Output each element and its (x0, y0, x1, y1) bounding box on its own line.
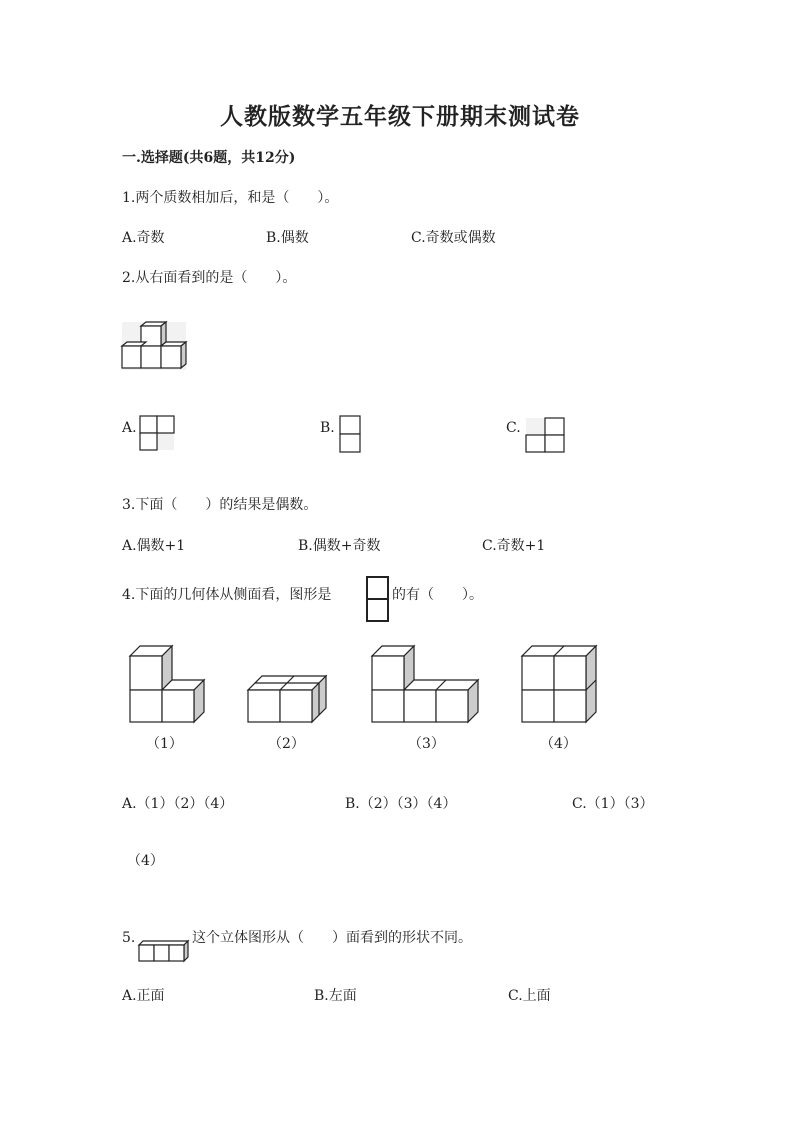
q4-option-c-wrap: （4） (127, 853, 164, 869)
page-title: 人教版数学五年级下册期末测试卷 (220, 103, 580, 130)
q2-option-c[interactable]: C. (506, 420, 521, 436)
q5-option-a[interactable]: A.正面 (122, 988, 165, 1004)
question-1-stem: 1.两个质数相加后，和是（ ）。 (122, 190, 339, 206)
q4-figure-3 (370, 646, 482, 724)
question-2-stem: 2.从右面看到的是（ ）。 (122, 270, 297, 286)
q4-option-a[interactable]: A.（1）（2）（4） (122, 796, 234, 812)
q4-figure-4 (520, 646, 600, 724)
q1-option-b[interactable]: B.偶数 (266, 230, 309, 246)
question-3-stem: 3.下面（ ）的结果是偶数。 (122, 497, 318, 513)
q4-figure-1 (128, 646, 208, 724)
q2-option-b[interactable]: B. (320, 420, 335, 436)
q4-figure-2 (246, 668, 330, 726)
question-5-prefix: 5. (122, 930, 136, 946)
question-4-stem-after: 的有（ ）。 (392, 587, 483, 603)
question-4-stem-before: 4.下面的几何体从侧面看，图形是 (122, 587, 332, 603)
q3-option-a[interactable]: A.偶数+1 (122, 538, 186, 554)
q5-option-c[interactable]: C.上面 (508, 988, 551, 1004)
section-heading: 一.选择题(共6题，共12分) (122, 150, 296, 166)
q4-figure-3-label: （3） (408, 736, 445, 752)
q1-option-a[interactable]: A.奇数 (122, 230, 165, 246)
q4-figure-1-label: （1） (146, 736, 183, 752)
q2-option-b-figure (340, 416, 362, 454)
q3-option-c[interactable]: C.奇数+1 (482, 538, 546, 554)
q5-cube-row-figure (138, 938, 190, 964)
question-5-stem: 这个立体图形从（ ）面看到的形状不同。 (192, 930, 472, 946)
q2-option-a[interactable]: A. (122, 420, 137, 436)
q4-option-b[interactable]: B.（2）（3）（4） (345, 796, 457, 812)
q4-figure-2-label: （2） (268, 736, 305, 752)
q2-option-c-figure (526, 418, 566, 454)
q2-cube-figure (120, 322, 190, 372)
q4-option-c[interactable]: C.（1）（3） (572, 796, 654, 812)
q5-option-b[interactable]: B.左面 (314, 988, 357, 1004)
q3-option-b[interactable]: B.偶数+奇数 (298, 538, 381, 554)
q4-figure-4-label: （4） (540, 736, 577, 752)
q1-option-c[interactable]: C.奇数或偶数 (411, 230, 496, 246)
q2-option-a-figure (140, 416, 176, 452)
q4-side-view-figure (366, 576, 390, 624)
